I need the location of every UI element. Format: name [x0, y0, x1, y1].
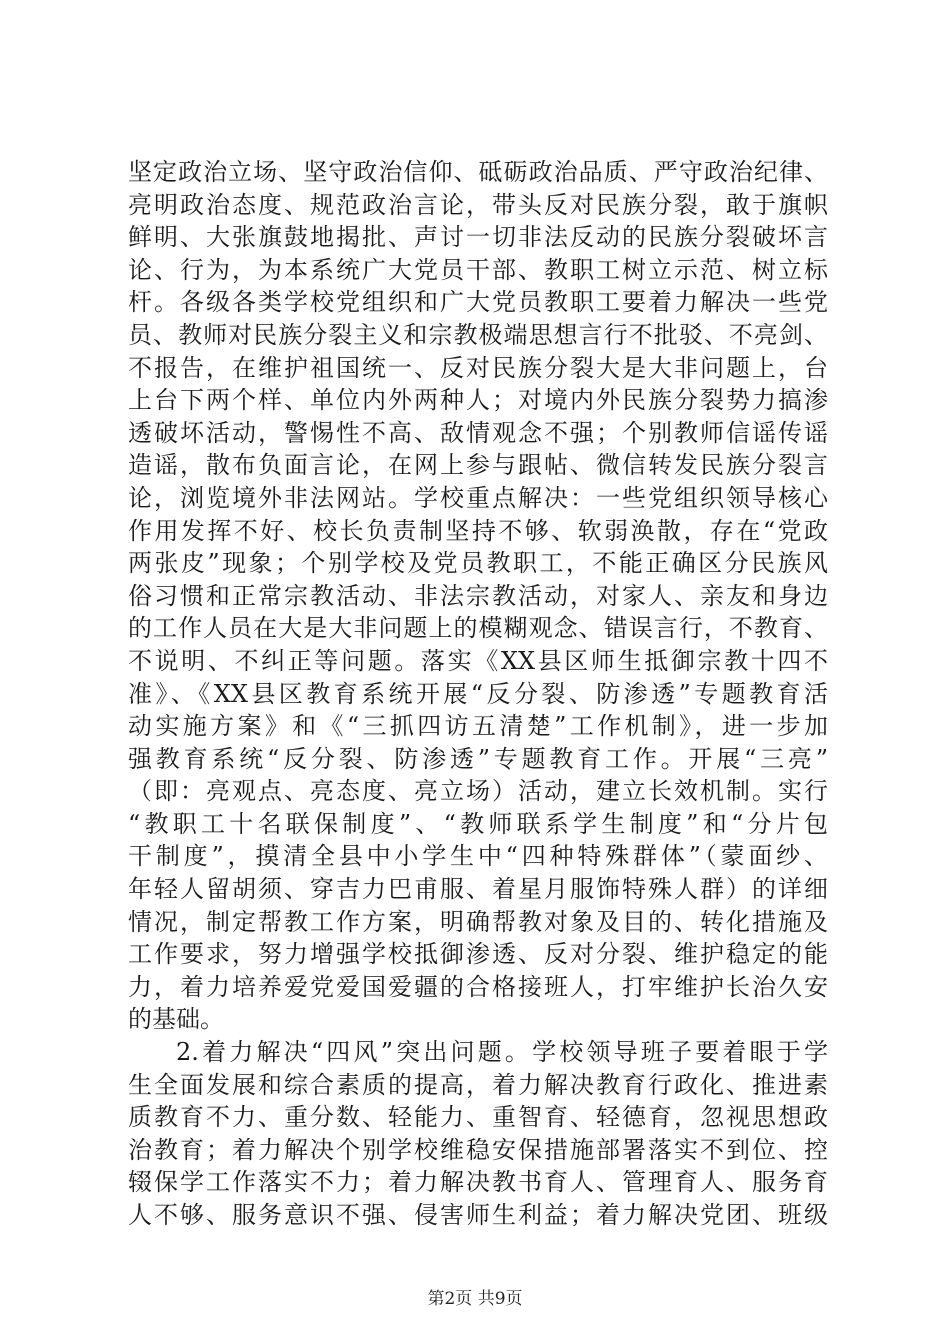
text-line: 准》、《XX县区教育系统开展“反分裂、防渗透”专题教育活 [128, 679, 828, 708]
text-line: 情况，制定帮教工作方案，明确帮教对象及目的、转化措施及 [128, 907, 828, 936]
text-line: 强教育系统“反分裂、防渗透”专题教育工作。开展“三亮” [128, 744, 828, 773]
text-line: “教职工十名联保制度”、“教师联系学生制度”和“分片包 [128, 809, 828, 838]
text-line: 亮明政治态度、规范政治言论，带头反对民族分裂，敢于旗帜 [128, 190, 828, 219]
text-line: （即：亮观点、亮态度、亮立场）活动，建立长效机制。实行 [128, 777, 828, 806]
text-line: 两张皮”现象；个别学校及党员教职工，不能正确区分民族风 [128, 549, 828, 578]
text-line: 的工作人员在大是大非问题上的模糊观念、错误言行，不教育、 [128, 614, 828, 643]
text-line: 不说明、不纠正等问题。落实《XX县区师生抵御宗教十四不 [128, 646, 828, 675]
text-line: 坚定政治立场、坚守政治信仰、砥砺政治品质、严守政治纪律、 [128, 158, 828, 186]
text-line: 杆。各级各类学校党组织和广大党员教职工要着力解决一些党 [128, 288, 828, 317]
text-line: 辍保学工作落实不力；着力解决教书育人、管理育人、服务育 [128, 1168, 828, 1197]
text-line: 不报告，在维护祖国统一、反对民族分裂大是大非问题上，台 [128, 353, 828, 382]
text-line: 年轻人留胡须、穿吉力巴甫服、着星月服饰特殊人群）的详细 [128, 875, 828, 904]
text-line: 论、行为，为本系统广大党员干部、教职工树立示范、树立标 [128, 255, 828, 284]
text-line: 造谣，散布负面言论，在网上参与跟帖、微信转发民族分裂言 [128, 451, 828, 480]
text-line: 俗习惯和正常宗教活动、非法宗教活动，对家人、亲友和身边 [128, 581, 828, 610]
paragraph-start-line: 2.着力解决“四风”突出问题。学校领导班子要着眼于学 [176, 1038, 828, 1067]
text-line: 的基础。 [128, 1005, 224, 1034]
text-line: 力，着力培养爱党爱国爱疆的合格接班人，打牢维护长治久安 [128, 972, 828, 1001]
text-line: 工作要求，努力增强学校抵御渗透、反对分裂、维护稳定的能 [128, 940, 828, 969]
text-line: 动实施方案》和《“三抓四访五清楚”工作机制》，进一步加 [128, 712, 828, 741]
text-line: 上台下两个样、单位内外两种人；对境内外民族分裂势力搞渗 [128, 386, 828, 415]
text-line: 鲜明、大张旗鼓地揭批、声讨一切非法反动的民族分裂破坏言 [128, 223, 828, 252]
text-line: 作用发挥不好、校长负责制坚持不够、软弱涣散，存在“党政 [128, 516, 828, 545]
text-line: 治教育；着力解决个别学校维稳安保措施部署落实不到位、控 [128, 1135, 828, 1164]
text-line: 人不够、服务意识不强、侵害师生利益；着力解决党团、班级 [128, 1201, 828, 1229]
document-body [128, 156, 828, 1232]
text-line: 生全面发展和综合素质的提高，着力解决教育行政化、推进素 [128, 1070, 828, 1099]
text-line: 干制度”，摸清全县中小学生中“四种特殊群体”（蒙面纱、 [128, 842, 828, 871]
text-line: 透破坏活动，警惕性不高、敌情观念不强；个别教师信谣传谣 [128, 418, 828, 447]
text-line: 员、教师对民族分裂主义和宗教极端思想言行不批驳、不亮剑、 [128, 320, 828, 349]
page-footer: 第2页 共9页 [427, 1289, 523, 1309]
text-line: 论，浏览境外非法网站。学校重点解决：一些党组织领导核心 [128, 483, 828, 512]
text-line: 质教育不力、重分数、轻能力、重智育、轻德育，忽视思想政 [128, 1103, 828, 1132]
